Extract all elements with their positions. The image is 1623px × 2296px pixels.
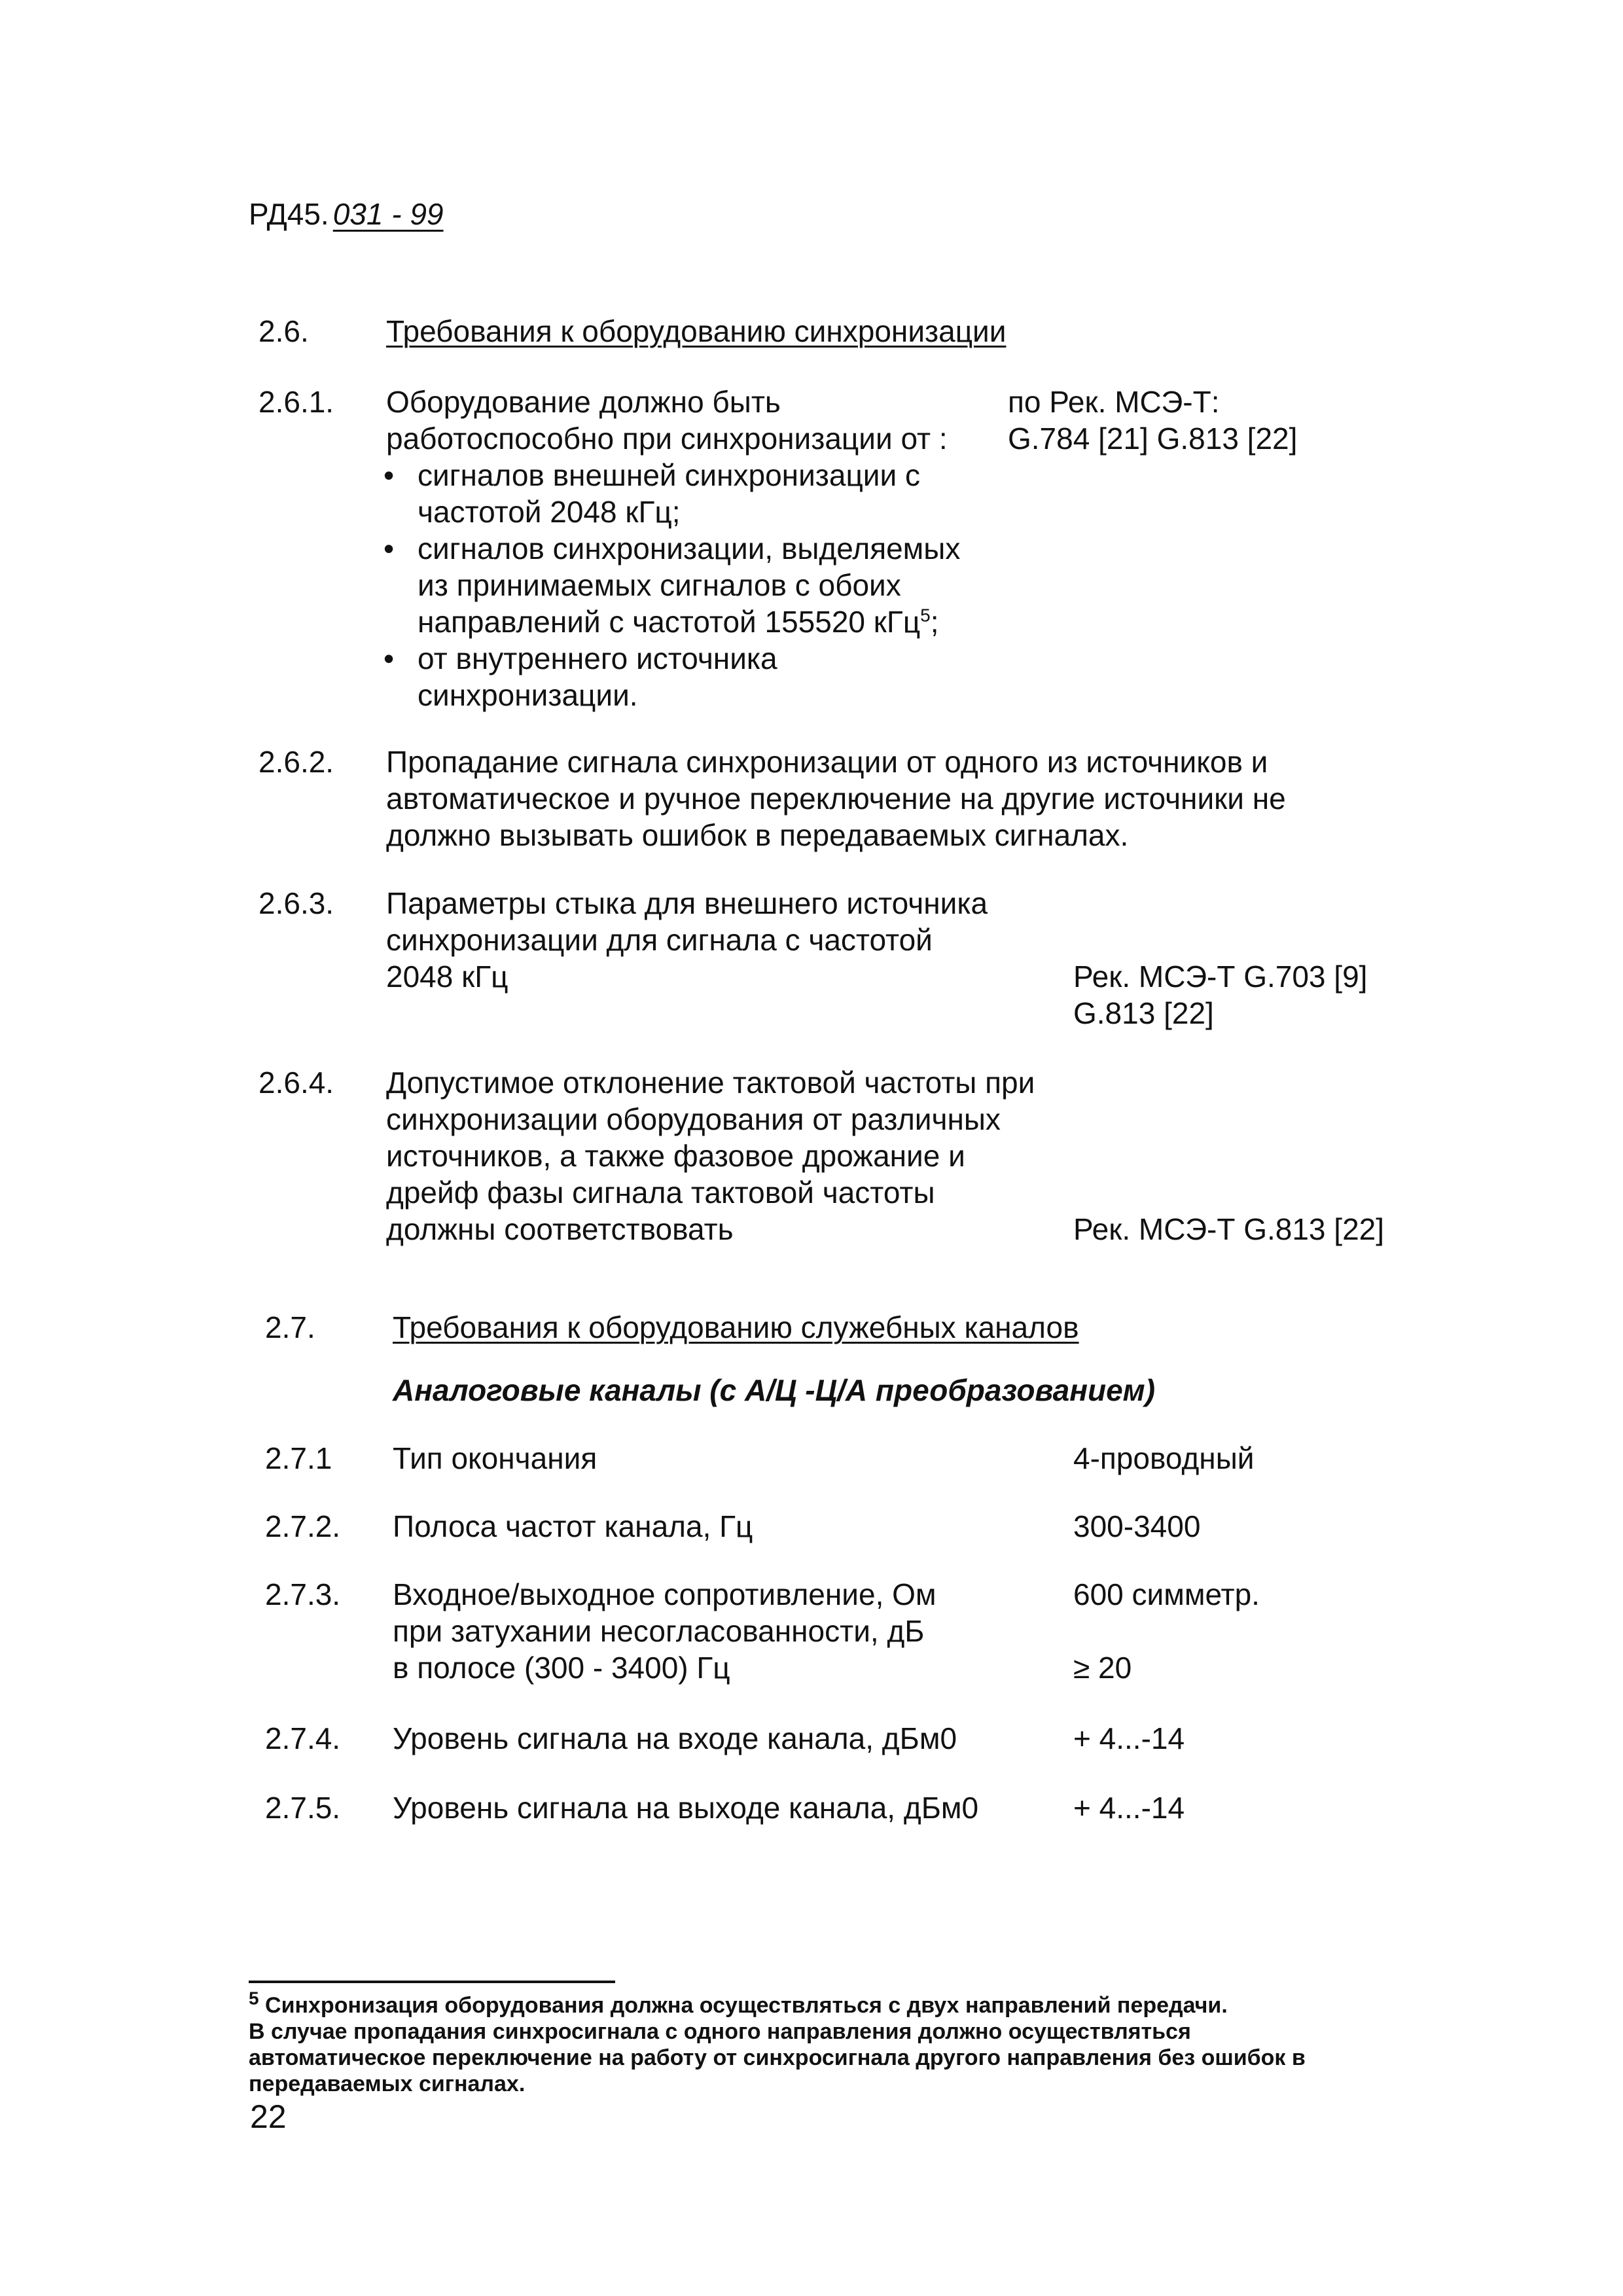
document-code (249, 196, 448, 232)
row-2-7-1-number: 2.7.1 (265, 1441, 332, 1475)
page-number: 22 (250, 2098, 287, 2135)
row-2-7-1-label: Тип окончания (393, 1441, 597, 1475)
section-2-6-title: Требования к оборудованию синхронизации (386, 314, 1007, 348)
row-2-7-5-number: 2.7.5. (265, 1791, 341, 1825)
item-2-6-2-text: Пропадание сигнала синхронизации от одного из источников и автоматическое и ручное переключение на другие источники не должно вызывать ошибок в передаваемых сигналах. (386, 745, 1286, 852)
item-2-6-3-text: Параметры стыка для внешнего источника синхронизации для сигнала с частотой 2048 кГц (386, 886, 988, 994)
section-2-7-subtitle: Аналоговые каналы (с А/Ц -Ц/А преобразованием) (393, 1373, 1156, 1407)
section-2-7-number: 2.7. (265, 1310, 315, 1344)
document-code-number: 031 - 99 (332, 197, 444, 231)
item-2-6-2-number: 2.6.2. (259, 745, 334, 779)
bullet-item: • сигналов внешней синхронизации с частотой 2048 кГц; (380, 457, 960, 530)
bullet-item: • от внутреннего источника синхронизации. (380, 640, 960, 713)
row-2-7-2-value: 300-3400 (1073, 1509, 1201, 1543)
row-2-7-5-label: Уровень сигнала на выходе канала, дБм0 (393, 1791, 979, 1825)
footnote-text: Синхронизация оборудования должна осуществляться с двух направлений передачи. В случае пропадания синхросигнала с одного направления должно осуществляться автоматическое переключение на работу от синхросигнала другого направления без ошибок в передаваемых сигналах. (249, 1993, 1306, 2096)
item-2-6-4-text: Допустимое отклонение тактовой частоты при синхронизации оборудования от различных источников, а также фазовое дрожание и дрейф фазы сигнала тактовой частоты должны соответствовать (386, 1066, 1035, 1246)
item-2-6-1-reference: по Рек. МСЭ-Т: G.784 [21] G.813 [22] (1008, 385, 1298, 456)
section-2-6-number: 2.6. (259, 314, 309, 348)
row-2-7-5-value: + 4...-14 (1073, 1791, 1185, 1825)
row-2-7-4-label: Уровень сигнала на входе канала, дБм0 (393, 1721, 957, 1755)
footnote-separator (249, 1981, 615, 1983)
item-2-6-1-number: 2.6.1. (259, 385, 334, 419)
row-2-7-3-number: 2.7.3. (265, 1577, 341, 1611)
row-2-7-3-label: Входное/выходное сопротивление, Ом при затухании несогласованности, дБ в полосе (300 - 3400) Гц (393, 1577, 936, 1685)
item-2-6-1-bullet-list (380, 457, 960, 713)
bullet-item: • сигналов синхронизации, выделяемых из принимаемых сигналов с обоих направлений с частотой 155520 кГц$^5$; (380, 530, 960, 640)
footnote-mark: 5 (249, 1988, 259, 2009)
row-2-7-1-value: 4-проводный (1073, 1441, 1255, 1475)
footnote-mark: 5 (920, 605, 931, 626)
row-2-7-3-value: 600 симметр. ≥ 20 (1073, 1577, 1260, 1685)
row-2-7-4-value: + 4...-14 (1073, 1721, 1185, 1755)
item-2-6-4-number: 2.6.4. (259, 1066, 334, 1100)
row-2-7-2-label: Полоса частот канала, Гц (393, 1509, 753, 1543)
item-2-6-4-reference: Рек. МСЭ-Т G.813 [22] (1073, 1212, 1385, 1246)
item-2-6-3-number: 2.6.3. (259, 886, 334, 920)
item-2-6-1-text: Оборудование должно быть работоспособно при синхронизации от : (386, 385, 948, 456)
row-2-7-2-number: 2.7.2. (265, 1509, 341, 1543)
row-2-7-4-number: 2.7.4. (265, 1721, 341, 1755)
document-code-prefix: РД45. (249, 197, 329, 231)
section-2-7-title: Требования к оборудованию служебных каналов (393, 1310, 1079, 1344)
item-2-6-3-reference: Рек. МСЭ-Т G.703 [9] G.813 [22] (1073, 960, 1368, 1030)
footnote (249, 1988, 1306, 2097)
